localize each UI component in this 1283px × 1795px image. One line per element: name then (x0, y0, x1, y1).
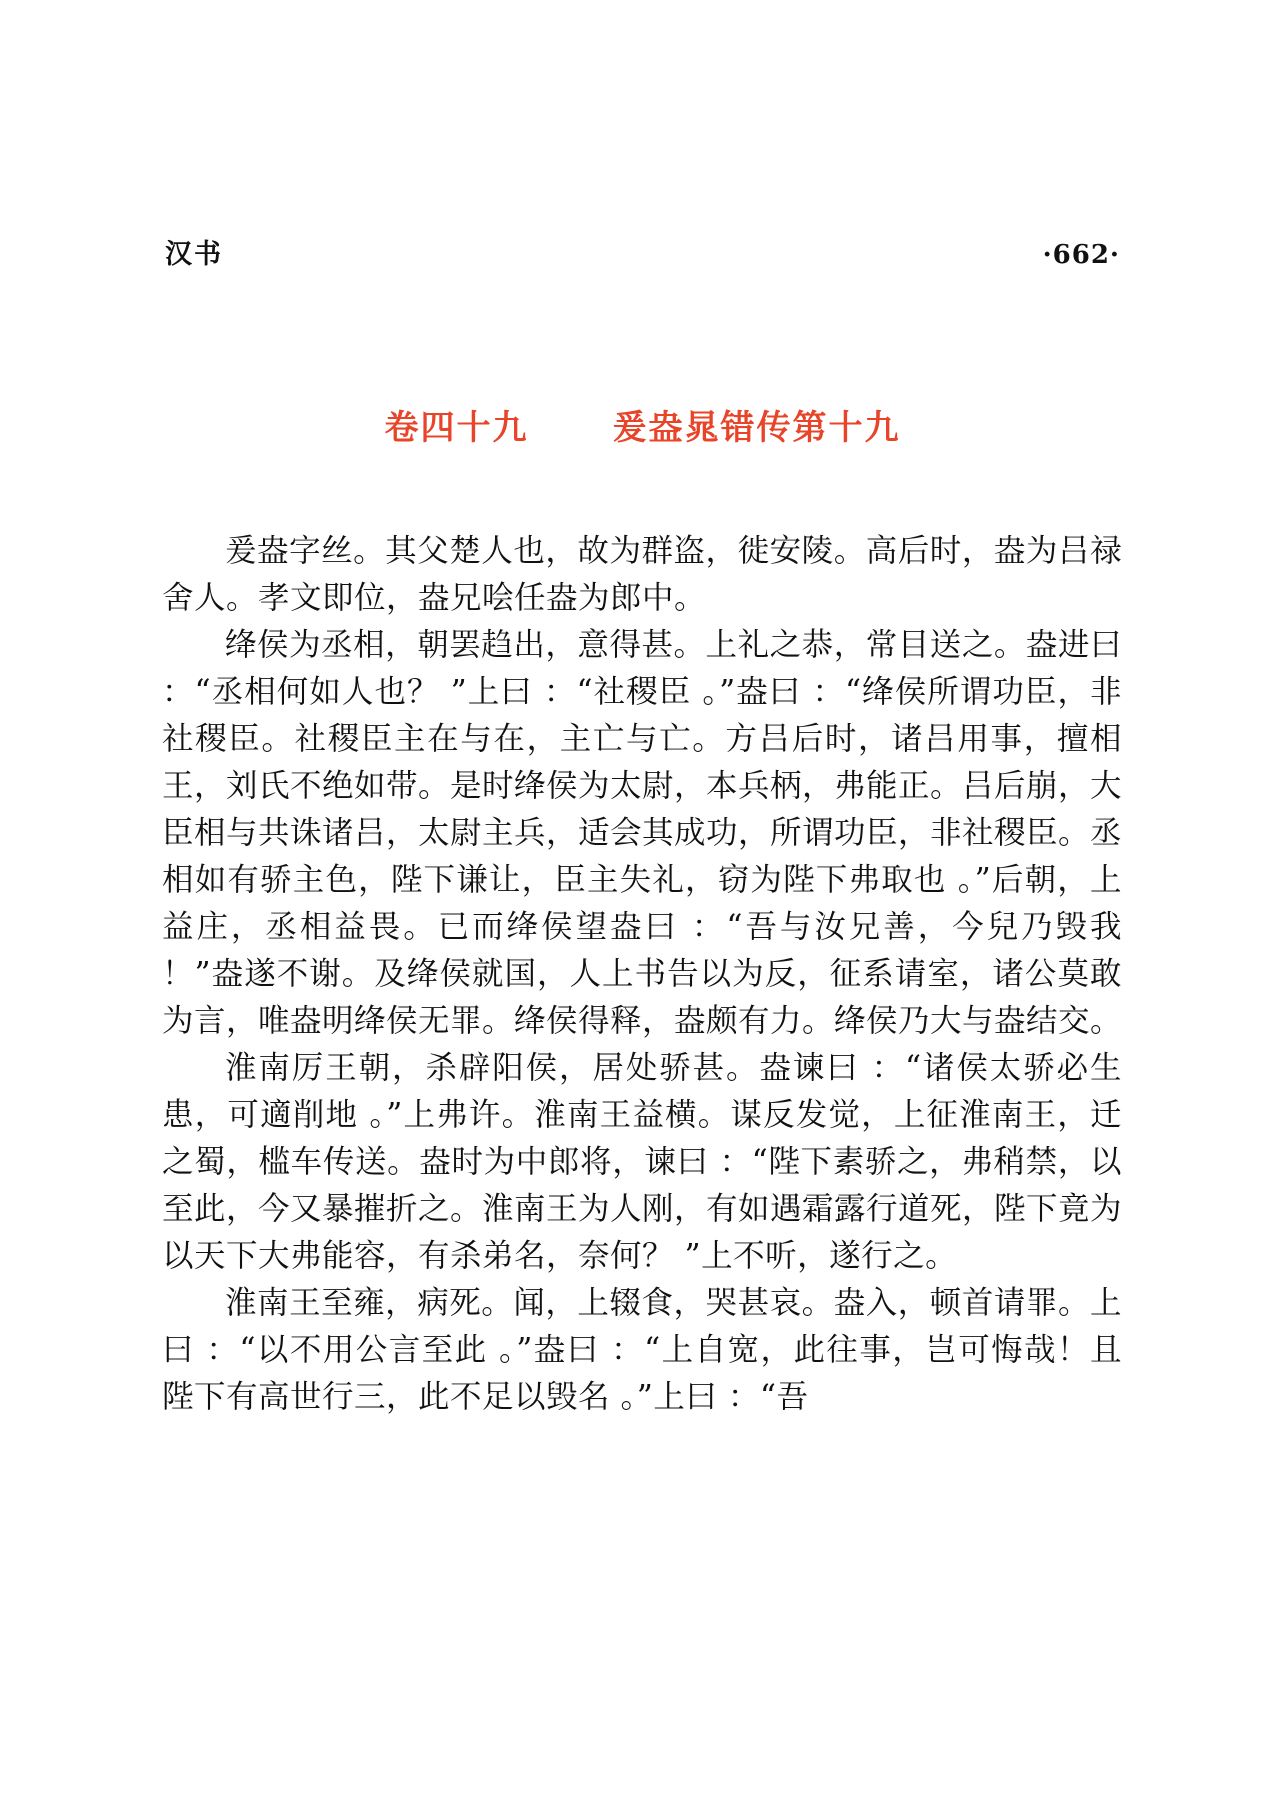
chapter-title-label: 爰盎晁错传第十九 (612, 408, 901, 448)
paragraph: 爰盎字丝。其父楚人也，故为群盗，徙安陵。高后时，盎为吕禄舍人。孝文即位，盎兄哙任盎为郎中。 (162, 533, 1122, 616)
body-text (162, 528, 1122, 1421)
book-title: 汉书 (165, 239, 223, 270)
chapter-title (165, 400, 1120, 449)
chapter-volume-label: 卷四十九 (384, 408, 529, 448)
paragraph: 淮南厉王朝，杀辟阳侯，居处骄甚。盎谏曰 ：“诸侯太骄必生患，可適削地 。”上弗许。淮南王益横。谋反发觉，上征淮南王，迁之蜀，槛车传送。盎时为中郎将，谏曰 ：“陛下素骄之，弗稍禁，以至此，今又暴摧折之。淮南王为人刚，有如遇霜露行道死，陛下竟为以天下大弗能容，有杀弟名，奈何？ ”上不听，遂行之。 (162, 1050, 1123, 1274)
paragraph: 绛侯为丞相，朝罢趋出，意得甚。上礼之恭，常目送之。盎进曰 ：“丞相何如人也？ ”上曰 ：“社稷臣 。”盎曰 ：“绛侯所谓功臣，非社稷臣。社稷臣主在与在，主亡与亡。方吕后时，诸吕用事，擅相王，刘氏不绝如带。是时绛侯为太尉，本兵柄，弗能正。吕后崩，大臣相与共诛诸吕，太尉主兵，适会其成功，所谓功臣，非社稷臣。丞相如有骄主色，陛下谦让，臣主失礼，窃为陛下弗取也 。”后朝，上益庄，丞相益畏。已而绛侯望盎曰 ：“吾与汝兄善，今兒乃毁我 ！”盎遂不谢。及绛侯就国，人上书告以为反，征系请室，诸公莫敢为言，唯盎明绛侯无罪。绛侯得释，盎颇有力。绛侯乃大与盎结交。 (162, 627, 1123, 1039)
page-header (165, 232, 1120, 271)
page-number: ·662· (1042, 240, 1120, 270)
paragraph: 淮南王至雍，病死。闻，上辍食，哭甚哀。盎入，顿首请罪。上曰 ：“以不用公言至此 。”盎曰 ：“上自宽，此往事，岂可悔哉！且陛下有高世行三，此不足以毁名 。”上曰 ：“吾 (162, 1285, 1122, 1415)
